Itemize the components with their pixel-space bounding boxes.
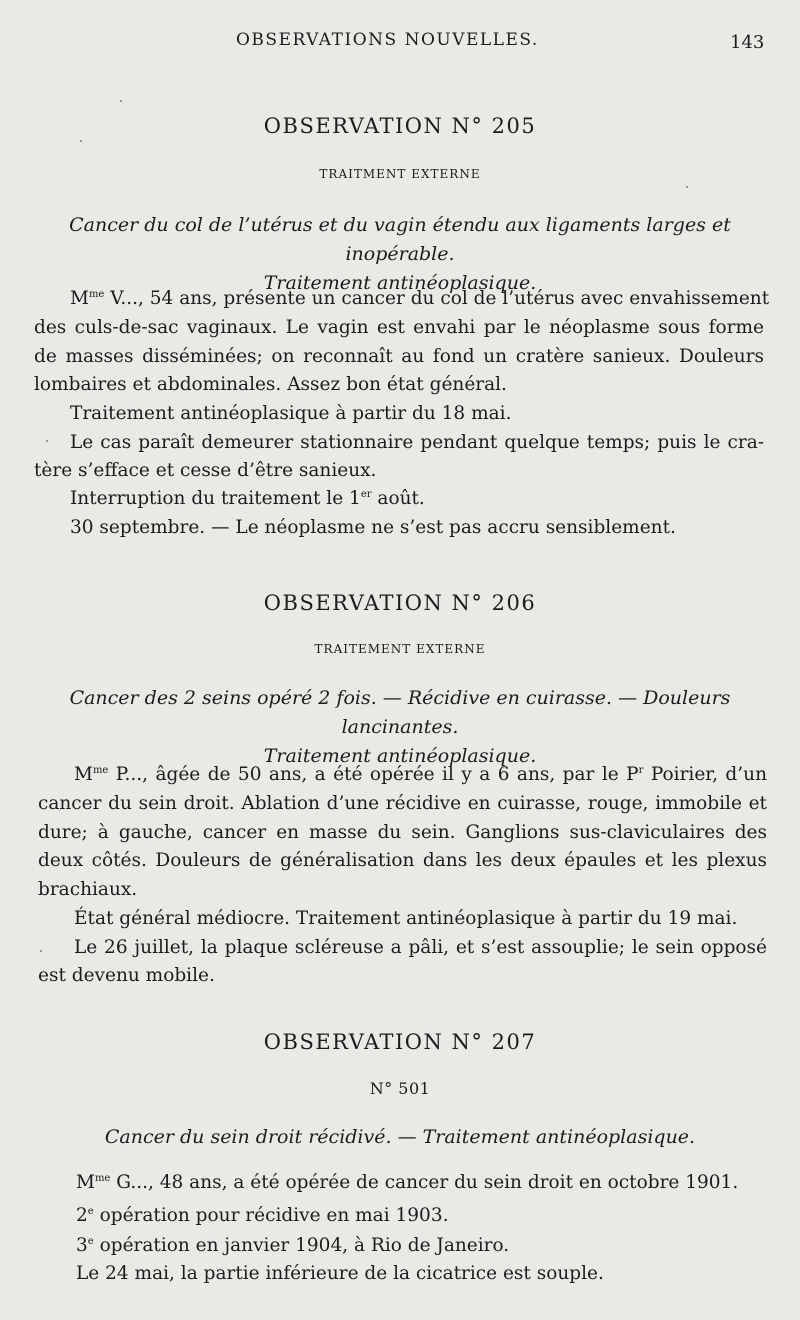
observation-title-line: Cancer du col de l’utérus et du vagin étendu aux ligaments larges et inopérable.	[69, 214, 731, 265]
observation-title	[20, 684, 780, 771]
body-line: des culs-de-sac vaginaux. Le vagin est envahi par le néoplasme sous forme	[34, 317, 764, 338]
observation-subheading: N° 501	[369, 1079, 431, 1098]
body-line: brachiaux.	[38, 879, 138, 900]
print-speck	[40, 950, 42, 952]
observation-heading: OBSERVATION N° 205	[263, 114, 537, 138]
print-speck	[120, 100, 122, 102]
observation-title-line: Cancer des 2 seins opéré 2 fois. — Récidive en cuirasse. — Douleurs lancinantes.	[69, 687, 731, 738]
body-line: tère s’efface et cesse d’être sanieux.	[34, 460, 377, 481]
body-line: Le 26 juillet, la plaque scléreuse a pâli, et s’est assouplie; le sein opposé	[74, 937, 767, 958]
body-line: dure; à gauche, cancer en masse du sein. Ganglions sus-claviculaires des	[38, 822, 767, 843]
body-line: cancer du sein droit. Ablation d’une récidive en cuirasse, rouge, immobile et	[38, 793, 767, 814]
body-line: est devenu mobile.	[38, 965, 215, 986]
running-head	[0, 30, 800, 58]
print-speck	[686, 186, 688, 188]
body-line: Le 24 mai, la partie inférieure de la cicatrice est souple.	[76, 1263, 604, 1284]
body-line: deux côtés. Douleurs de généralisation dans les deux épaules et les plexus	[38, 850, 767, 871]
observation-subheading: TRAITEMENT EXTERNE	[314, 642, 486, 656]
body-line: 30 septembre. — Le néoplasme ne s’est pas accru sensiblement.	[70, 517, 676, 538]
page-number: 143	[730, 32, 765, 53]
print-speck	[46, 440, 48, 442]
body-line: $M^{me}$ G..., 48 ans, a été opérée de cancer du sein droit en octobre 1901.	[76, 1172, 739, 1193]
observation-heading: OBSERVATION N° 207	[263, 1030, 537, 1054]
body-line: $M^{me}$ P..., âgée de 50 ans, a été opérée il y a 6 ans, par le $P^r$ Poirier, d’un	[74, 764, 767, 785]
body-line: Le cas paraît demeurer stationnaire pendant quelque temps; puis le cra-	[70, 432, 764, 453]
body-line: $M^{me}$ V..., 54 ans, présente un cancer du col de l’utérus avec envahissement	[70, 288, 770, 309]
print-speck	[80, 140, 82, 142]
body-line: 2e opération pour récidive en mai 1903.	[76, 1205, 449, 1226]
observation-title-line: Traitement antinéoplasique.	[263, 745, 537, 767]
body-line: 3e opération en janvier 1904, à Rio de Janeiro.	[76, 1235, 510, 1256]
observation-title	[20, 211, 780, 298]
observation-title-line: Cancer du sein droit récidivé. — Traitement antinéoplasique.	[104, 1126, 696, 1148]
observation-heading: OBSERVATION N° 206	[263, 591, 537, 615]
body-line: État général médiocre. Traitement antinéoplasique à partir du 19 mai.	[74, 908, 738, 929]
observation-subheading: TRAITMENT EXTERNE	[319, 167, 481, 181]
observation-title-line: Traitement antinéoplasique.	[263, 272, 537, 294]
running-title: OBSERVATIONS NOUVELLES.	[236, 30, 539, 50]
body-line: Traitement antinéoplasique à partir du 18 mai.	[70, 403, 512, 424]
body-line: lombaires et abdominales. Assez bon état général.	[34, 374, 507, 395]
observation-title	[20, 1123, 780, 1152]
body-line: de masses disséminées; on reconnaît au fond un cratère sanieux. Douleurs	[34, 346, 764, 367]
body-line: Interruption du traitement le 1er août.	[70, 488, 425, 509]
